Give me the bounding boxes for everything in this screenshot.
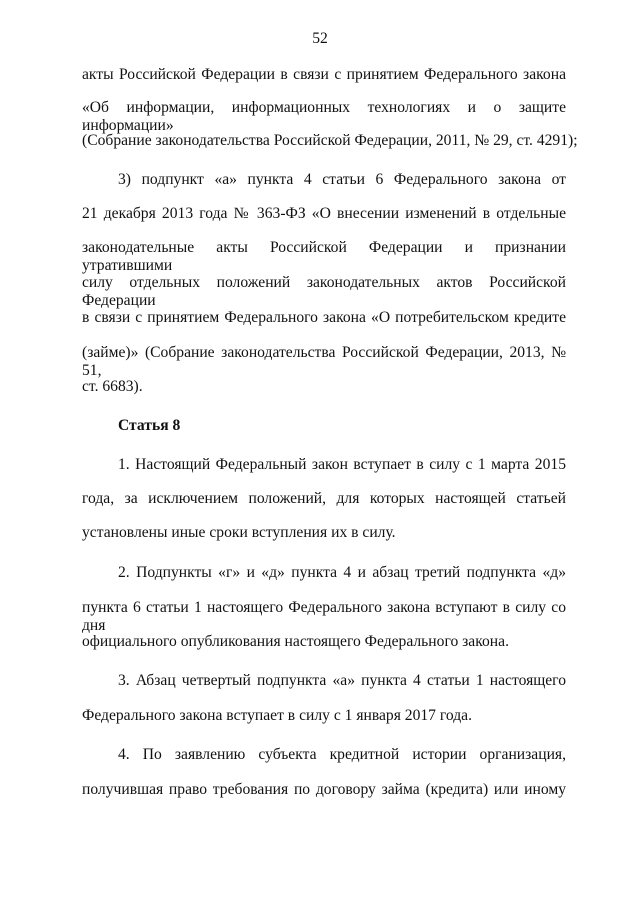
text-line: 3. Абзац четвертый подпункта «а» пункта 4 статьи 1 настоящего — [118, 672, 566, 689]
text-line: «Об информации, информационных технологиях и о защите информации» — [82, 99, 566, 134]
article-heading: Статья 8 — [118, 417, 181, 434]
text-line: (займе)» (Собрание законодательства Российской Федерации, 2013, № 51, — [82, 344, 566, 379]
text-line: 1. Настоящий Федеральный закон вступает в силу с 1 марта 2015 — [118, 456, 566, 473]
text-line: Федерального закона вступает в силу с 1 января 2017 года. — [82, 707, 472, 724]
text-line: силу отдельных положений законодательных актов Российской Федерации — [82, 274, 566, 309]
text-line: акты Российской Федерации в связи с принятием Федерального закона — [82, 66, 566, 83]
page-number: 52 — [312, 30, 328, 47]
text-line: получившая право требования по договору займа (кредита) или иному — [82, 781, 566, 798]
text-line: пункта 6 статьи 1 настоящего Федерального закона вступают в силу со дня — [82, 599, 566, 634]
text-line: 21 декабря 2013 года № 363-ФЗ «О внесении изменений в отдельные — [82, 205, 566, 222]
text-line: официального опубликования настоящего Федерального закона. — [82, 633, 509, 650]
text-line: законодательные акты Российской Федерации и признании утратившими — [82, 239, 566, 274]
text-line: года, за исключением положений, для которых настоящей статьей — [82, 490, 566, 507]
text-line: в связи с принятием Федерального закона «О потребительском кредите — [82, 309, 566, 326]
text-line: установлены иные сроки вступления их в силу. — [82, 524, 396, 541]
text-line: 2. Подпункты «г» и «д» пункта 4 и абзац третий подпункта «д» — [118, 564, 566, 581]
text-line: ст. 6683). — [82, 378, 143, 395]
text-line: 4. По заявлению субъекта кредитной истории организация, — [118, 746, 566, 763]
text-line: (Собрание законодательства Российской Федерации, 2011, № 29, ст. 4291); — [82, 132, 578, 149]
text-line: 3) подпункт «а» пункта 4 статьи 6 Федерального закона от — [118, 171, 566, 188]
